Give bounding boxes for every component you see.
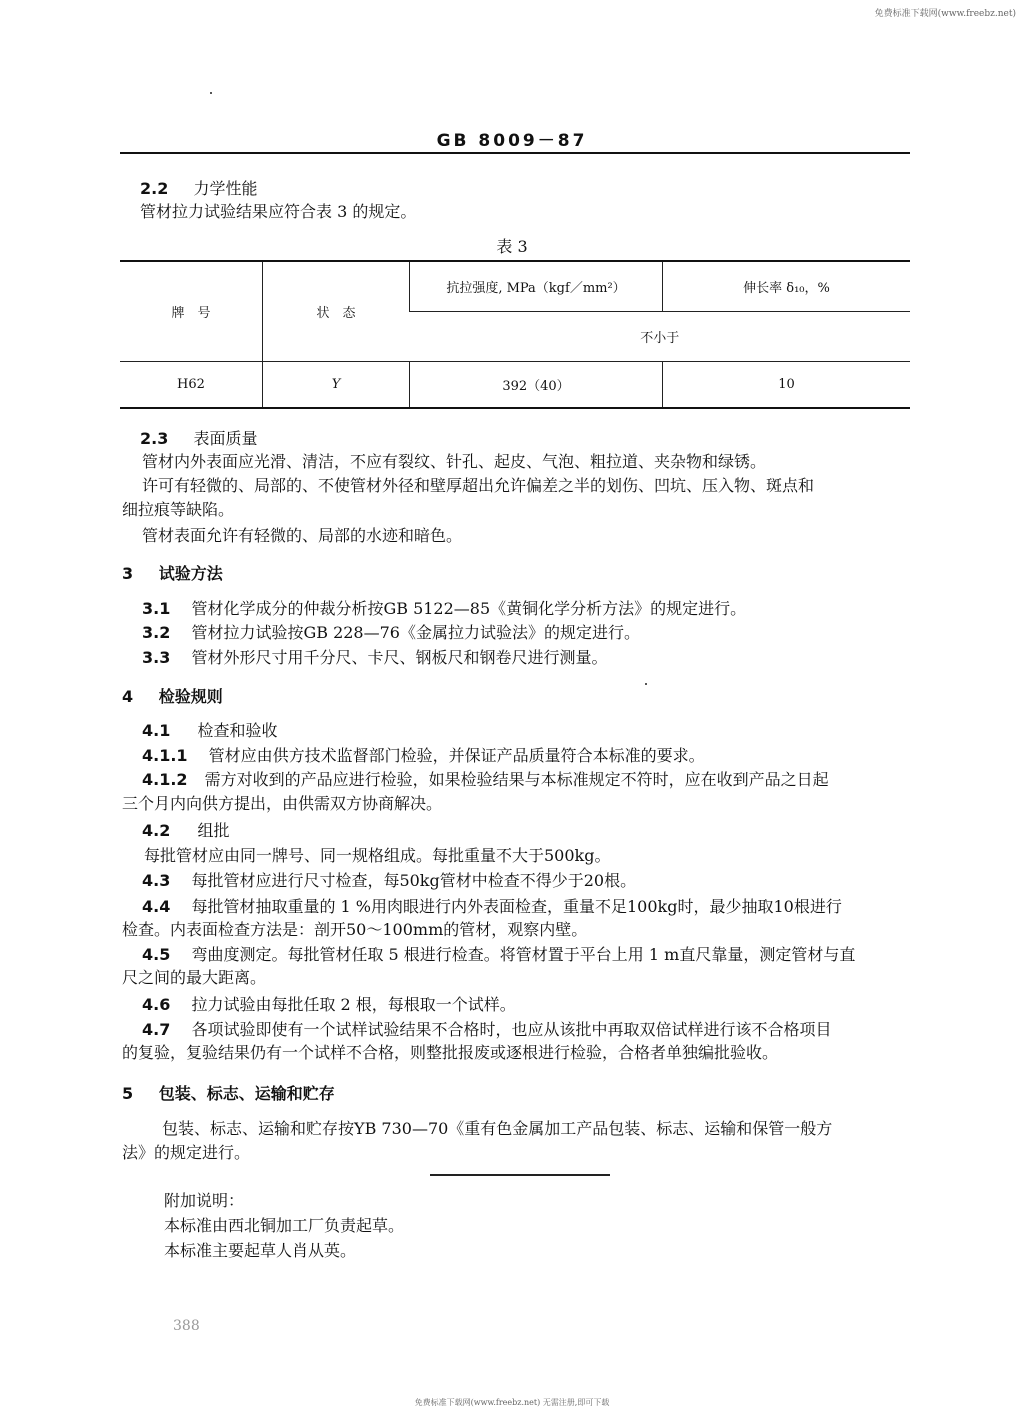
section-4-2-heading — [142, 820, 229, 842]
header-elongation: 伸长率 δ₁₀，% — [663, 261, 911, 311]
paragraph: 许可有轻微的、局部的、不使管材外径和壁厚超出允许偏差之半的划伤、凹坑、压入物、斑点和 — [142, 476, 815, 495]
section-title: 检验规则 — [158, 687, 223, 706]
paragraph: 管材表面允许有轻微的、局部的水迹和暗色。 — [142, 526, 463, 545]
list-item — [142, 647, 607, 669]
page-number: 388 — [173, 1318, 200, 1334]
notes-line: 本标准主要起草人肖从英。 — [164, 1241, 357, 1260]
section-title: 检查和验收 — [197, 721, 278, 740]
header-rule — [120, 152, 910, 154]
section-2-2-text: 管材拉力试验结果应符合表 3 的规定。 — [140, 202, 417, 221]
item-text: 管材拉力试验按GB 228—76《金属拉力试验法》的规定进行。 — [191, 623, 640, 642]
section-title: 包装、标志、运输和贮存 — [158, 1084, 335, 1103]
section-4-1-heading — [142, 720, 277, 742]
section-title: 试验方法 — [158, 564, 223, 583]
section-title: 组批 — [197, 821, 230, 840]
section-title: 表面质量 — [193, 429, 258, 448]
paragraph-continuation: 法》的规定进行。 — [122, 1143, 251, 1162]
table-caption: 表 3 — [496, 237, 528, 256]
item-text: 管材外形尺寸用千分尺、卡尺、钢板尺和钢卷尺进行测量。 — [191, 648, 608, 667]
section-2-2-heading — [140, 178, 257, 200]
list-item — [142, 745, 705, 767]
cell-elongation: 10 — [663, 361, 911, 408]
standard-number-header: GB 8009－87 — [436, 131, 588, 151]
list-item — [142, 870, 636, 892]
table-3 — [120, 260, 910, 409]
list-item — [142, 598, 746, 620]
item-text: 弯曲度测定。每批管材任取 5 根进行检查。将管材置于平台上用 1 m直尺靠量，测定管材与直 — [191, 945, 856, 964]
paragraph-continuation: 三个月内向供方提出，由供需双方协商解决。 — [122, 794, 443, 813]
notes-title: 附加说明： — [164, 1191, 245, 1210]
scan-speck — [210, 92, 212, 94]
paragraph-continuation: 的复验，复验结果仍有一个试样不合格，则整批报废或逐根进行检验，合格者单独编批验收。 — [122, 1043, 779, 1062]
cell-grade: H62 — [120, 361, 263, 408]
section-number: 4.2 — [142, 821, 171, 840]
item-text: 需方对收到的产品应进行检验，如果检验结果与本标准规定不符时，应在收到产品之日起 — [204, 770, 829, 789]
section-number: 4 — [122, 687, 134, 706]
item-text: 各项试验即使有一个试样试验结果不合格时，也应从该批中再取双倍试样进行该不合格项目 — [191, 1020, 832, 1039]
table-row — [120, 361, 910, 408]
section-5-heading — [122, 1083, 335, 1105]
item-number: 4.1.1 — [142, 746, 188, 765]
item-number: 4.7 — [142, 1020, 171, 1039]
item-number: 4.1.2 — [142, 770, 188, 789]
item-number: 3.2 — [142, 623, 171, 642]
cell-tensile: 392（40） — [410, 361, 663, 408]
header-min: 不小于 — [410, 311, 911, 361]
list-item — [142, 944, 855, 966]
paragraph: 每批管材应由同一牌号、同一规格组成。每批重量不大于500kg。 — [144, 846, 611, 865]
item-number: 4.4 — [142, 897, 171, 916]
list-item — [142, 994, 516, 1016]
notes-line: 本标准由西北铜加工厂负责起草。 — [164, 1216, 405, 1235]
paragraph: 包装、标志、运输和贮存按YB 730—70《重有色金属加工产品包装、标志、运输和保管一般方 — [162, 1119, 833, 1138]
watermark-top: 免费标准下载网(www.freebz.net) — [874, 9, 1016, 19]
list-item — [142, 769, 829, 791]
item-text: 每批管材抽取重量的 1 %用肉眼进行内外表面检查，重量不足100kg时，最少抽取10根进行 — [191, 897, 842, 916]
section-number: 3 — [122, 564, 134, 583]
section-number: 2.2 — [140, 179, 169, 198]
paragraph-continuation: 检查。内表面检查方法是：剖开50～100mm的管材，观察内壁。 — [122, 920, 588, 939]
item-text: 管材应由供方技术监督部门检验，并保证产品质量符合本标准的要求。 — [208, 746, 705, 765]
item-number: 4.3 — [142, 871, 171, 890]
section-3-heading — [122, 563, 223, 585]
watermark-bottom: 免费标准下载网(www.freebz.net) 无需注册,即可下载 — [414, 1398, 610, 1407]
section-number: 2.3 — [140, 429, 169, 448]
header-tensile: 抗拉强度, MPa（kgf／mm²） — [410, 261, 663, 311]
scan-speck — [645, 683, 647, 685]
item-number: 4.5 — [142, 945, 171, 964]
section-number: 5 — [122, 1084, 134, 1103]
item-number: 3.1 — [142, 599, 171, 618]
paragraph-continuation: 细拉痕等缺陷。 — [122, 500, 235, 519]
item-number: 4.6 — [142, 995, 171, 1014]
section-2-3-heading — [140, 428, 257, 450]
list-item — [142, 896, 842, 918]
list-item — [142, 622, 640, 644]
header-state: 状 态 — [263, 261, 410, 361]
list-item — [142, 1019, 831, 1041]
section-4-heading — [122, 686, 223, 708]
item-text: 拉力试验由每批任取 2 根，每根取一个试样。 — [191, 995, 516, 1014]
section-title: 力学性能 — [193, 179, 258, 198]
end-rule — [430, 1174, 610, 1176]
item-text: 每批管材应进行尺寸检查，每50kg管材中检查不得少于20根。 — [191, 871, 637, 890]
header-grade: 牌 号 — [120, 261, 263, 361]
section-number: 4.1 — [142, 721, 171, 740]
item-number: 3.3 — [142, 648, 171, 667]
paragraph: 管材内外表面应光滑、清洁，不应有裂纹、针孔、起皮、气泡、粗拉道、夹杂物和绿锈。 — [142, 452, 767, 471]
cell-state: Y — [263, 361, 410, 408]
item-text: 管材化学成分的仲裁分析按GB 5122—85《黄铜化学分析方法》的规定进行。 — [191, 599, 747, 618]
paragraph-continuation: 尺之间的最大距离。 — [122, 968, 267, 987]
